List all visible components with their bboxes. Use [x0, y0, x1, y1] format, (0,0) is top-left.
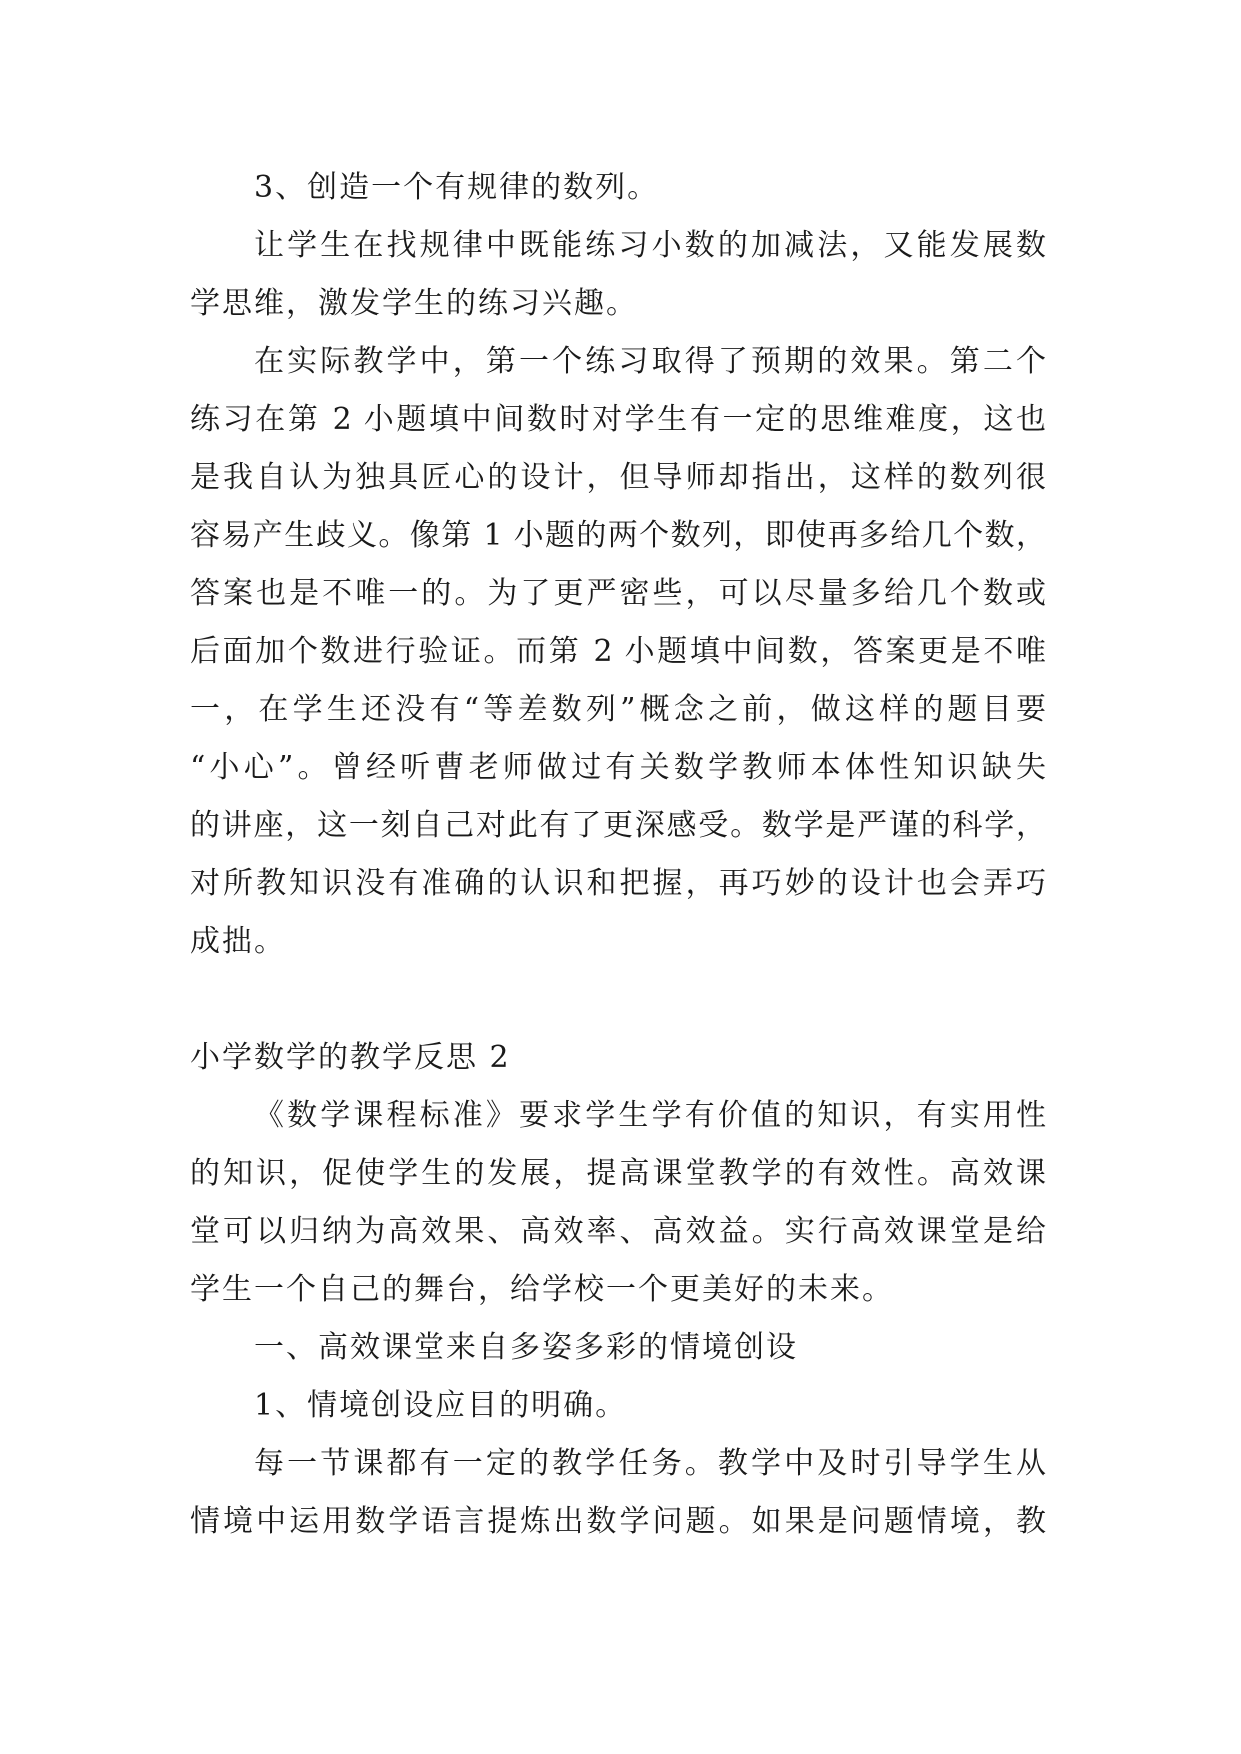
subheading: 一、高效课堂来自多姿多彩的情境创设	[254, 1330, 798, 1365]
list-item-1: 1、情境创设应目的明确。	[254, 1388, 628, 1423]
paragraph-line: 在实际教学中，第一个练习取得了预期的效果。第二个	[254, 344, 1046, 379]
paragraph-line: 学生一个自己的舞台，给学校一个更美好的未来。	[190, 1272, 894, 1307]
paragraph-line: 对所教知识没有准确的认识和把握，再巧妙的设计也会弄巧	[190, 866, 1046, 901]
paragraph-line: 的讲座，这一刻自己对此有了更深感受。数学是严谨的科学，	[190, 808, 1046, 843]
paragraph-line: 情境中运用数学语言提炼出数学问题。如果是问题情境，教	[190, 1504, 1046, 1539]
paragraph-line: 让学生在找规律中既能练习小数的加减法，又能发展数	[254, 228, 1046, 263]
paragraph-line: 容易产生歧义。像第 1 小题的两个数列，即使再多给几个数，	[190, 518, 1046, 553]
list-item-3: 3、创造一个有规律的数列。	[254, 170, 660, 205]
paragraph-line: 一，在学生还没有“等差数列”概念之前，做这样的题目要	[190, 692, 1046, 727]
paragraph-line: 的知识，促使学生的发展，提高课堂教学的有效性。高效课	[190, 1156, 1046, 1191]
paragraph-line: 每一节课都有一定的教学任务。教学中及时引导学生从	[254, 1446, 1046, 1481]
paragraph-line: 《数学课程标准》要求学生学有价值的知识，有实用性	[254, 1098, 1046, 1133]
paragraph-line: 成拙。	[190, 924, 286, 959]
paragraph-line: 学思维，激发学生的练习兴趣。	[190, 286, 638, 321]
paragraph-line: 是我自认为独具匠心的设计，但导师却指出，这样的数列很	[190, 460, 1046, 495]
section-heading: 小学数学的教学反思 2	[190, 1040, 511, 1075]
paragraph-line: 后面加个数进行验证。而第 2 小题填中间数，答案更是不唯	[190, 634, 1046, 669]
paragraph-line: “小心”。曾经听曹老师做过有关数学教师本体性知识缺失	[190, 750, 1046, 785]
paragraph-line: 练习在第 2 小题填中间数时对学生有一定的思维难度，这也	[190, 402, 1046, 437]
paragraph-line: 堂可以归纳为高效果、高效率、高效益。实行高效课堂是给	[190, 1214, 1046, 1249]
paragraph-line: 答案也是不唯一的。为了更严密些，可以尽量多给几个数或	[190, 576, 1046, 611]
